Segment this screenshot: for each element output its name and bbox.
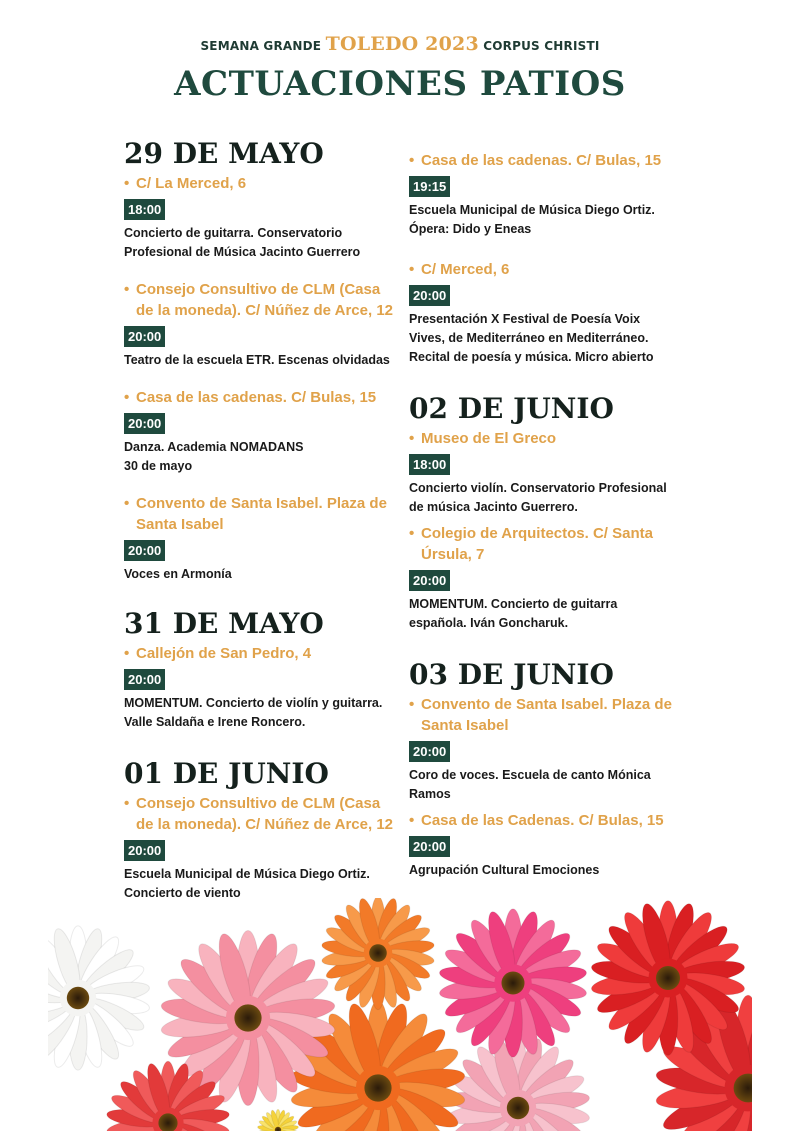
bullet-icon: •: [409, 430, 415, 447]
page-title: ACTUACIONES PATIOS: [174, 64, 626, 104]
event-place: • Casa de las cadenas. C/ Bulas, 15: [124, 389, 377, 406]
flowers-decoration: [48, 898, 752, 1131]
event-time: 20:00: [124, 540, 165, 561]
event-time: 20:00: [409, 570, 450, 591]
schedule-right-column: [409, 150, 684, 880]
event-item: [124, 173, 394, 262]
event-item: [409, 150, 684, 239]
event-desc: Coro de voces. Escuela de canto Mónica Ramos: [409, 768, 651, 801]
header-pre: SEMANA GRANDE: [200, 39, 322, 53]
event-place: • Museo de El Greco: [409, 430, 557, 447]
event-time: 20:00: [124, 326, 165, 347]
event-item: [124, 493, 394, 584]
bullet-icon: •: [124, 795, 130, 812]
day-heading: 01 DE JUNIO: [124, 757, 329, 790]
event-place: • Casa de las cadenas. C/ Bulas, 15: [409, 152, 662, 169]
event-desc: Voces en Armonía: [124, 567, 232, 581]
event-desc: Agrupación Cultural Emociones: [409, 863, 600, 877]
day-heading: 02 DE JUNIO: [409, 392, 614, 425]
bullet-icon: •: [124, 175, 130, 192]
event-time: 20:00: [409, 836, 450, 857]
event-place: • Convento de Santa Isabel. Plaza de Santa Isabel: [124, 495, 387, 533]
event-item: [409, 810, 684, 880]
event-desc: MOMENTUM. Concierto de guitarra española. Iván Goncharuk.: [409, 597, 618, 630]
event-header: [0, 33, 800, 55]
day-heading: 29 DE MAYO: [124, 137, 324, 170]
event-place: • Colegio de Arquitectos. C/ Santa Úrsula, 7: [409, 525, 653, 563]
bullet-icon: •: [124, 645, 130, 662]
event-time: 18:00: [409, 454, 450, 475]
day-heading: 31 DE MAYO: [124, 607, 324, 640]
event-place: • C/ Merced, 6: [409, 261, 510, 278]
event-time: 20:00: [124, 669, 165, 690]
flower-group: [48, 898, 752, 1131]
event-place: • Casa de las Cadenas. C/ Bulas, 15: [409, 812, 664, 829]
event-desc: MOMENTUM. Concierto de violín y guitarra. Valle Saldaña e Irene Roncero.: [124, 696, 383, 729]
day-heading: 03 DE JUNIO: [409, 658, 614, 691]
event-item: [124, 793, 394, 903]
event-item: [409, 428, 684, 517]
event-place: • Convento de Santa Isabel. Plaza de Santa Isabel: [409, 696, 672, 734]
gerbera-flowers-icon: [48, 898, 752, 1131]
event-desc: Presentación X Festival de Poesía Voix Vives, de Mediterráneo en Mediterráneo. Recital de poesía y música. Micro abierto: [409, 312, 654, 364]
event-item: [124, 279, 394, 370]
event-time: 20:00: [409, 285, 450, 306]
event-time: 20:00: [409, 741, 450, 762]
event-item: [409, 694, 684, 804]
event-desc: Danza. Academia NOMADANS 30 de mayo: [124, 440, 304, 473]
flower-icon: [257, 1109, 299, 1131]
event-item: [124, 387, 394, 476]
event-time: 18:00: [124, 199, 165, 220]
event-time: 19:15: [409, 176, 450, 197]
event-time: 20:00: [124, 413, 165, 434]
event-place: • Consejo Consultivo de CLM (Casa de la moneda). C/ Núñez de Arce, 12: [124, 281, 394, 319]
event-place: • Callejón de San Pedro, 4: [124, 645, 312, 662]
event-item: [124, 643, 394, 732]
event-desc: Concierto de guitarra. Conservatorio Profesional de Música Jacinto Guerrero: [124, 226, 361, 259]
header-post: CORPUS CHRISTI: [483, 39, 600, 53]
flower-icon: [48, 926, 151, 1070]
bullet-icon: •: [409, 696, 415, 713]
bullet-icon: •: [409, 812, 415, 829]
bullet-icon: •: [409, 261, 415, 278]
bullet-icon: •: [409, 152, 415, 169]
flower-icon: [438, 909, 587, 1057]
bullet-icon: •: [409, 525, 415, 542]
event-desc: Teatro de la escuela ETR. Escenas olvidadas: [124, 353, 390, 367]
event-item: [409, 259, 684, 367]
bullet-icon: •: [124, 281, 130, 298]
event-desc: Escuela Municipal de Música Diego Ortiz. Ópera: Dido y Eneas: [409, 203, 655, 236]
header-brand: TOLEDO 2023: [325, 33, 479, 55]
bullet-icon: •: [124, 389, 130, 406]
event-place: • Consejo Consultivo de CLM (Casa de la moneda). C/ Núñez de Arce, 12: [124, 795, 394, 833]
event-item: [409, 523, 684, 633]
event-time: 20:00: [124, 840, 165, 861]
event-desc: Escuela Municipal de Música Diego Ortiz. Concierto de viento: [124, 867, 370, 900]
bullet-icon: •: [124, 495, 130, 512]
event-place: • C/ La Merced, 6: [124, 175, 247, 192]
schedule-left-column: [124, 138, 394, 903]
event-desc: Concierto violín. Conservatorio Profesional de música Jacinto Guerrero.: [409, 481, 667, 514]
flower-icon: [321, 898, 435, 1010]
